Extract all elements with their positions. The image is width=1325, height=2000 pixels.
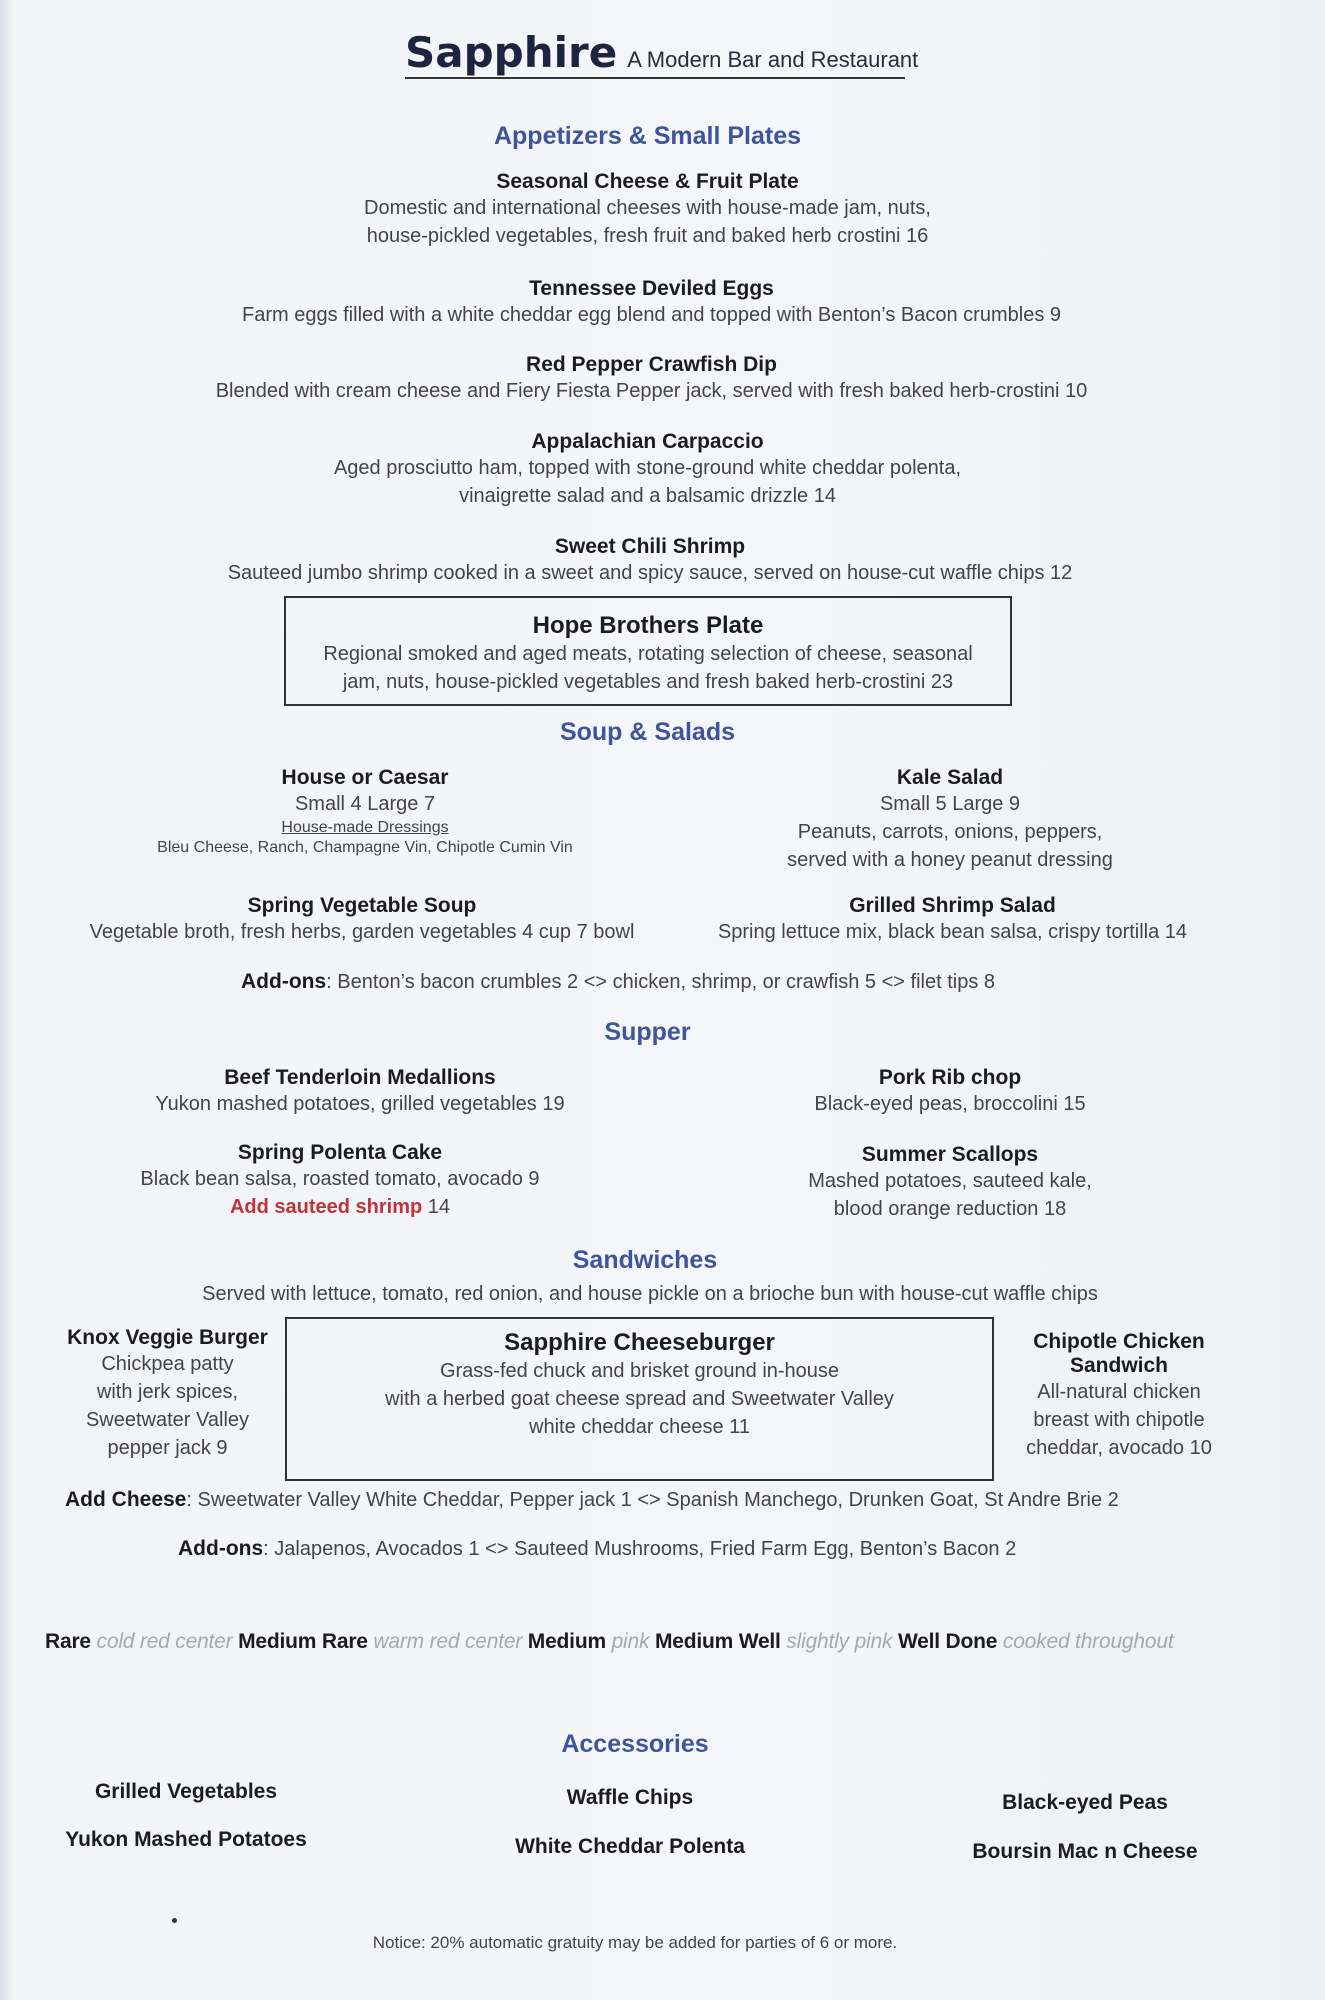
temp-name: Medium (527, 1630, 606, 1653)
add-cheese-list: : Sweetwater Valley White Cheddar, Pepper jack 1 <> Spanish Manchego, Drunken Goat, St Andre Brie 2 (186, 1489, 1119, 1511)
dressings-label: House-made Dressings (281, 819, 449, 836)
section-title-soups: Soup & Salads (559, 718, 736, 746)
item-name: Sweet Chili Shrimp (554, 535, 746, 558)
item-description: Chickpea patty (101, 1353, 234, 1375)
item-description: with a herbed goat cheese spread and Sweetwater Valley (385, 1388, 894, 1410)
menu-item-deviled-eggs (0, 277, 1303, 329)
menu-header (405, 28, 918, 77)
temp-name: Medium Well (654, 1630, 781, 1653)
cooking-temperatures (45, 1630, 1173, 1654)
item-description: white cheddar cheese 11 (529, 1416, 750, 1438)
addons-label: Add-ons (241, 970, 327, 993)
menu-item-vegetable-soup (62, 894, 662, 946)
section-title-supper: Supper (604, 1018, 691, 1046)
item-name: Summer Scallops (861, 1143, 1039, 1166)
item-name: Appalachian Carpaccio (531, 430, 764, 453)
add-cheese (65, 1486, 1119, 1514)
item-description: Blended with cream cheese and Fiery Fiesta Pepper jack, served with fresh baked herb-crostini 10 (215, 380, 1088, 402)
addons-list: : Jalapenos, Avocados 1 <> Sauteed Mushrooms, Fried Farm Egg, Benton’s Bacon 2 (263, 1538, 1017, 1560)
temp-name: Well Done (897, 1630, 998, 1653)
item-description: Yukon mashed potatoes, grilled vegetables 19 (155, 1093, 565, 1115)
item-description: Regional smoked and aged meats, rotating selection of cheese, seasonal (323, 643, 973, 665)
accessory-item: Grilled Vegetables (94, 1780, 278, 1803)
item-description: All-natural chicken (1037, 1381, 1201, 1403)
item-description: blood orange reduction 18 (833, 1198, 1067, 1220)
menu-item-beef-tenderloin (110, 1066, 610, 1118)
gratuity-notice: Notice: 20% automatic gratuity may be added for parties of 6 or more. (372, 1933, 898, 1952)
addons-list: : Benton’s bacon crumbles 2 <> chicken, shrimp, or crawfish 5 <> filet tips 8 (326, 971, 996, 993)
section-title-accessories: Accessories (561, 1730, 709, 1758)
restaurant-tagline: A Modern Bar and Restaurant (627, 47, 919, 72)
item-description: Black bean salsa, roasted tomato, avocado 9 (140, 1168, 540, 1190)
item-description: Peanuts, carrots, onions, peppers, (797, 821, 1103, 843)
item-description: Grass-fed chuck and brisket ground in-house (439, 1360, 840, 1382)
item-name: Tennessee Deviled Eggs (529, 277, 774, 300)
item-description: Black-eyed peas, broccolini 15 (814, 1093, 1086, 1115)
menu-item-kale-salad (700, 766, 1200, 874)
menu-item-shrimp-salad (680, 894, 1225, 946)
menu-item-chipotle-chicken (1008, 1330, 1230, 1462)
item-description: Vegetable broth, fresh herbs, garden vegetables 4 cup 7 bowl (89, 921, 635, 943)
temp-desc: cooked throughout (1002, 1630, 1174, 1653)
item-description: breast with chipotle (1033, 1409, 1205, 1431)
item-description: Sauteed jumbo shrimp cooked in a sweet and spicy sauce, served on house-cut waffle chips 12 (227, 562, 1073, 584)
item-description: cheddar, avocado 10 (1026, 1437, 1212, 1459)
item-name: Spring Vegetable Soup (247, 894, 477, 917)
sandwich-addons (178, 1535, 1016, 1563)
item-name: Seasonal Cheese & Fruit Plate (496, 170, 799, 193)
accessory-item: Waffle Chips (566, 1786, 694, 1809)
item-name: Spring Polenta Cake (237, 1141, 443, 1164)
temp-desc: slightly pink (786, 1630, 893, 1653)
item-description: Sweetwater Valley (85, 1409, 250, 1431)
soup-addons (241, 968, 995, 996)
menu-item-veggie-burger (55, 1326, 280, 1462)
accessory-item: Black-eyed Peas (1002, 1791, 1168, 1814)
temp-desc: cold red center (96, 1630, 233, 1653)
menu-item-house-caesar (100, 766, 630, 858)
item-price: Small 5 Large 9 (879, 793, 1021, 815)
ink-speck (172, 1918, 177, 1923)
menu-item-cheese-plate (0, 170, 1295, 250)
temp-name: Medium Rare (238, 1630, 368, 1653)
section-title-sandwiches: Sandwiches (572, 1246, 718, 1274)
sandwiches-intro: Served with lettuce, tomato, red onion, and house pickle on a brioche bun with house-cut waffle chips (202, 1283, 1098, 1305)
item-description: Aged prosciutto ham, topped with stone-ground white cheddar polenta, (333, 457, 962, 479)
item-name: Hope Brothers Plate (532, 612, 764, 639)
temp-desc: pink (611, 1630, 650, 1653)
item-description: served with a honey peanut dressing (787, 849, 1113, 871)
menu-item-chili-shrimp (0, 535, 1300, 587)
item-name: Kale Salad (896, 766, 1004, 789)
menu-item-pork-chop (700, 1066, 1200, 1118)
accessory-item: White Cheddar Polenta (515, 1835, 745, 1858)
menu-item-carpaccio (0, 430, 1295, 510)
item-price: Small 4 Large 7 (294, 793, 436, 815)
item-name: Sandwich (1069, 1354, 1169, 1377)
item-description: Farm eggs filled with a white cheddar egg blend and topped with Benton’s Bacon crumbles 9 (241, 304, 1061, 326)
item-name: Knox Veggie Burger (67, 1326, 268, 1349)
item-description: with jerk spices, (96, 1381, 239, 1403)
addons-label: Add-ons (178, 1537, 264, 1560)
item-name: Chipotle Chicken (1033, 1330, 1205, 1353)
item-description: pepper jack 9 (107, 1437, 228, 1459)
item-description: jam, nuts, house-pickled vegetables and fresh baked herb-crostini 23 (342, 671, 954, 693)
accessory-item: Boursin Mac n Cheese (972, 1840, 1198, 1863)
featured-box-hope-brothers (284, 596, 1012, 706)
addon-price: 14 (422, 1196, 451, 1218)
item-description: vinaigrette salad and a balsamic drizzle 14 (459, 485, 836, 507)
menu-item-scallops (700, 1143, 1200, 1223)
item-description: house-pickled vegetables, fresh fruit and baked herb crostini 16 (366, 225, 929, 247)
section-title-appetizers: Appetizers & Small Plates (493, 122, 802, 150)
item-name: Pork Rib chop (878, 1066, 1022, 1089)
addon-shrimp: Add sauteed shrimp (229, 1196, 423, 1218)
featured-box-cheeseburger (285, 1317, 994, 1481)
menu-item-crawfish-dip (0, 353, 1303, 405)
item-name: House or Caesar (281, 766, 449, 789)
temp-name: Rare (45, 1630, 91, 1653)
item-name: Grilled Shrimp Salad (849, 894, 1056, 917)
dressings-list: Bleu Cheese, Ranch, Champagne Vin, Chipotle Cumin Vin (157, 839, 573, 856)
item-description: Domestic and international cheeses with house-made jam, nuts, (364, 197, 931, 219)
temp-desc: warm red center (373, 1630, 523, 1653)
item-description: Mashed potatoes, sauteed kale, (808, 1170, 1092, 1192)
menu-item-polenta-cake (110, 1141, 570, 1221)
add-cheese-label: Add Cheese (65, 1488, 187, 1511)
item-name: Beef Tenderloin Medallions (224, 1066, 496, 1089)
item-description: Spring lettuce mix, black bean salsa, crispy tortilla 14 (717, 921, 1188, 943)
accessory-item: Yukon Mashed Potatoes (65, 1828, 307, 1851)
header-underline (405, 77, 905, 79)
item-name: Red Pepper Crawfish Dip (526, 353, 777, 376)
restaurant-name: Sapphire (405, 28, 618, 77)
item-name: Sapphire Cheeseburger (504, 1329, 775, 1356)
